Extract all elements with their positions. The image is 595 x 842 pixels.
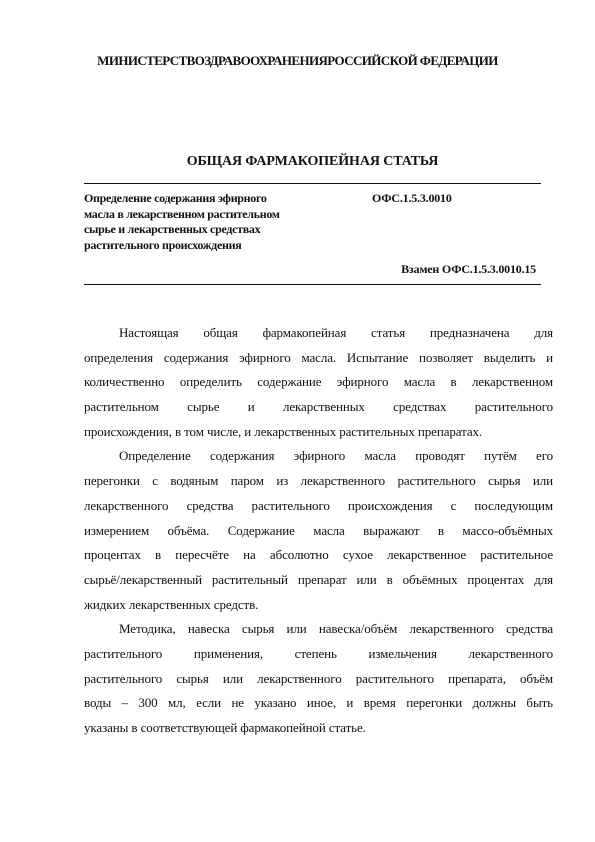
body-line: растительном сырье и лекарственных средствах растительного	[84, 399, 553, 415]
replaces-note: Взамен ОФС.1.5.3.0010.15	[401, 262, 536, 276]
body-line: Методика, навеска сырья или навеска/объём лекарственного средства	[119, 621, 553, 637]
article-body	[84, 321, 553, 741]
body-line: измерением объёма. Содержание масла выражают в массо-объёмных	[84, 522, 553, 538]
body-line: лекарственного средства растительного происхождения с последующим	[84, 497, 553, 513]
header-top-rule	[84, 183, 541, 184]
body-line: перегонки с водяным паром из лекарственного растительного сырья или	[84, 473, 553, 489]
body-line: Настоящая общая фармакопейная статья предназначена для	[119, 325, 553, 340]
body-line: растительного применения, степень измельчения лекарственного	[84, 645, 553, 661]
document-type-title: ОБЩАЯ ФАРМАКОПЕЙНАЯ СТАТЬЯ	[186, 154, 439, 169]
body-line: сырьё/лекарственный растительный препарат или в объёмных процентах для	[84, 571, 553, 587]
body-line: воды – 300 мл, если не указано иное, и время перегонки должны быть	[84, 695, 553, 711]
body-line: жидких лекарственных средств.	[84, 596, 259, 612]
body-line: указаны в соответствующей фармакопейной статье.	[84, 720, 366, 735]
ministry-heading: МИНИСТЕРСТВОЗДРАВООХРАНЕНИЯРОССИЙСКОЙ ФЕДЕРАЦИИ	[97, 53, 498, 68]
body-line: определения содержания эфирного масла. Испытание позволяет выделить и	[84, 349, 553, 365]
body-line: растительного сырья или лекарственного растительного препарата, объём	[84, 670, 553, 686]
body-line: количественно определить содержание эфирного масла в лекарственном	[84, 374, 553, 390]
article-title-line: растительного происхождения	[84, 237, 242, 252]
body-line: процентах в пересчёте на абсолютно сухое лекарственное растительное	[84, 547, 553, 563]
body-line: происхождения, в том числе, и лекарственных растительных препаратах.	[84, 423, 483, 439]
article-title-line: сырье и лекарственных средствах	[84, 222, 261, 236]
article-title-line: масла в лекарственном растительном	[84, 206, 280, 221]
article-title-line: Определение содержания эфирного	[84, 191, 267, 205]
article-number: ОФС.1.5.3.0010	[372, 191, 452, 205]
header-bottom-rule	[84, 284, 541, 285]
body-line: Определение содержания эфирного масла проводят путём его	[119, 448, 553, 464]
article-title	[84, 191, 344, 253]
